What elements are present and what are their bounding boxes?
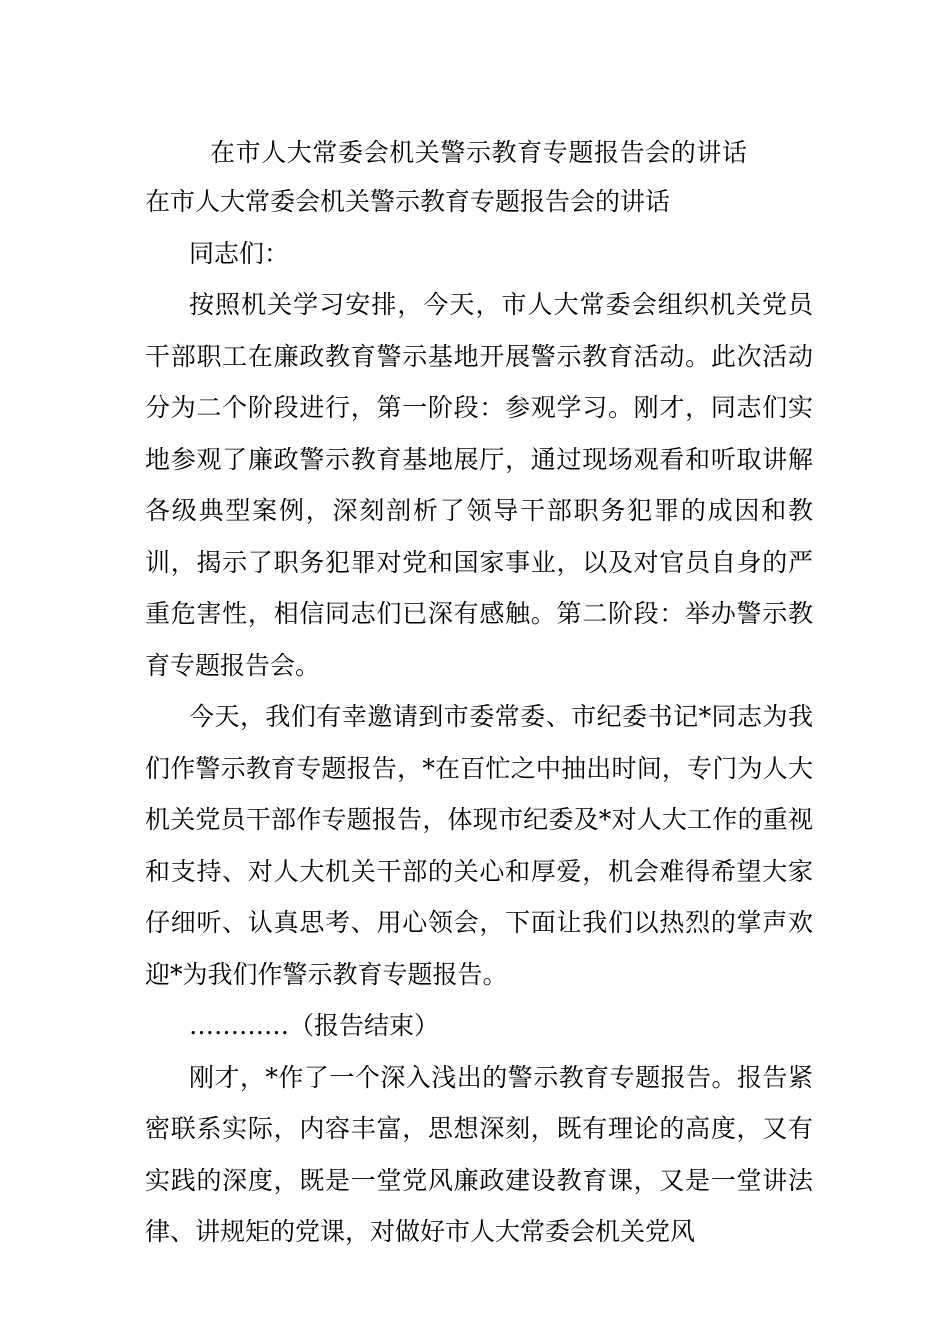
paragraph-invitation: 今天，我们有幸邀请到市委常委、市纪委书记*同志为我们作警示教育专题报告，*在百忙之中抽出时间，专门为人大机关党员干部作专题报告，体现市纪委及*对人大工作的重视和支持、对人大机关干部的关心和厚爱，机会难得希望大家仔细听、认真思考、用心领会，下面让我们以热烈的掌声欢迎*为我们作警示教育专题报告。 <box>145 702 813 989</box>
paragraph-summary: 刚才，*作了一个深入浅出的警示教育专题报告。报告紧密联系实际，内容丰富，思想深刻，既有理论的高度，又有实践的深度，既是一堂党风廉政建设教育课，又是一堂讲法律、讲规矩的党课，对做好市人大常委会机关党风 <box>145 1062 813 1246</box>
document-subtitle: 在市人大常委会机关警示教育专题报告会的讲话 <box>145 187 671 216</box>
document-title: 在市人大常委会机关警示教育专题报告会的讲话 <box>210 138 748 167</box>
document-body <box>145 176 813 1258</box>
paragraph-activity: 按照机关学习安排，今天，市人大常委会组织机关党员干部职工在廉政教育警示基地开展警示教育活动。此次活动分为二个阶段进行，第一阶段：参观学习。刚才，同志们实地参观了廉政警示教育基地展厅，通过现场观看和听取讲解各级典型案例，深刻剖析了领导干部职务犯罪的成因和教训，揭示了职务犯罪对党和国家事业，以及对官员自身的严重危害性，相信同志们已深有感触。第二阶段：举办警示教育专题报告会。 <box>145 290 813 680</box>
greeting: 同志们： <box>189 238 290 268</box>
paragraph-report-end: …………（报告结束） <box>189 1011 440 1040</box>
